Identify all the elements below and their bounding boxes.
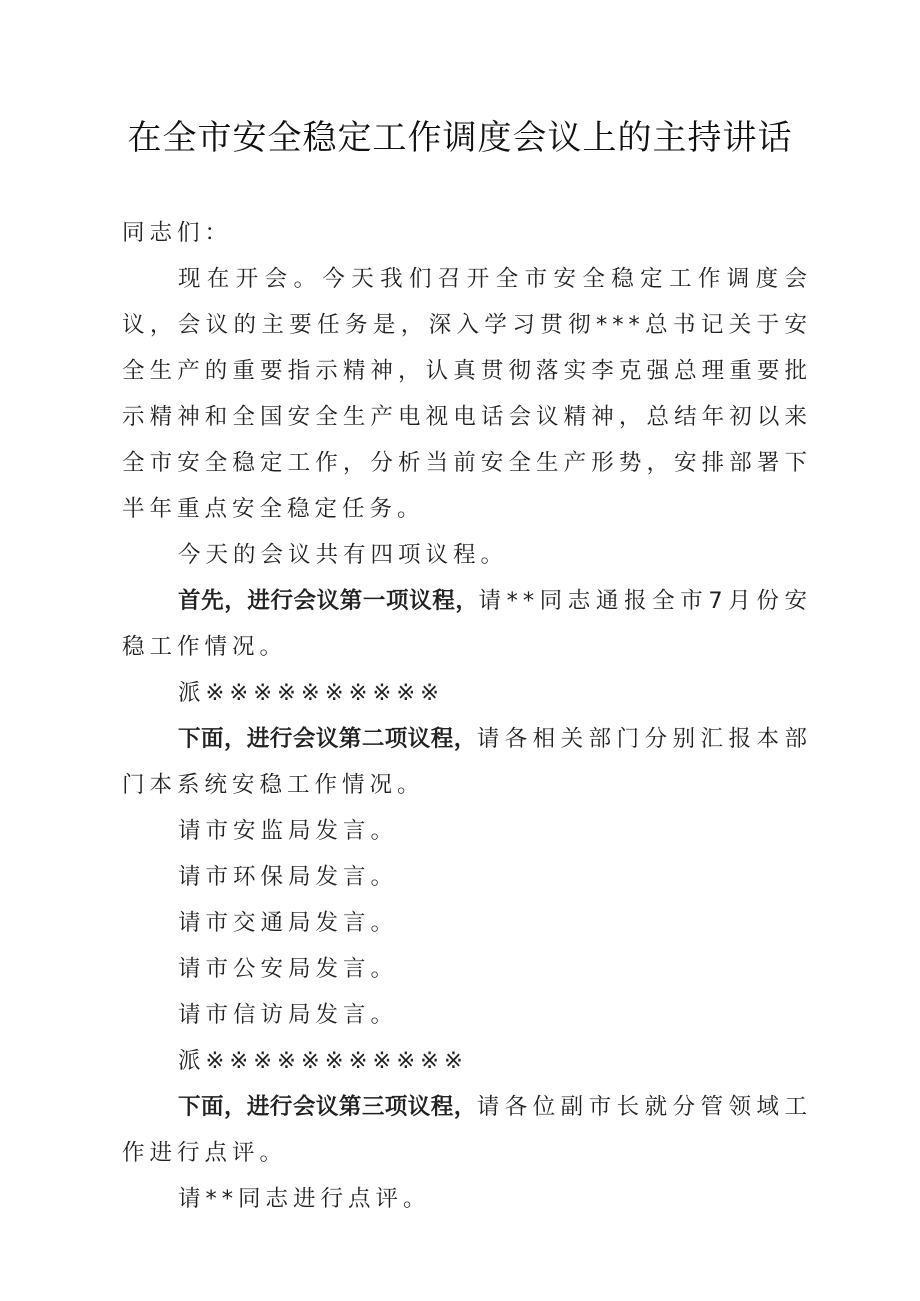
paragraph-speaker-5 <box>122 992 812 1038</box>
paragraph-agenda-count <box>122 532 812 578</box>
paragraph-commentary <box>122 1176 812 1222</box>
paragraph-opening <box>122 256 812 532</box>
paragraph-separator-2 <box>122 1038 812 1084</box>
paragraph-lead: 首先，进行会议第一项议程， <box>178 588 479 614</box>
paragraph-agenda-1 <box>122 578 812 670</box>
paragraph-text: 请市环保局发言。 <box>178 864 399 890</box>
paragraph-text: 请各位副市长就分管领域工作进行点评。 <box>122 1094 812 1166</box>
paragraph-text: 请市交通局发言。 <box>178 910 399 936</box>
paragraph-text: 派※※※※※※※※※※ <box>178 680 445 706</box>
paragraph-agenda-3 <box>122 1084 812 1176</box>
paragraph-text: 请市信访局发言。 <box>178 1002 399 1028</box>
paragraph-text: 现在开会。今天我们召开全市安全稳定工作调度会议，会议的主要任务是，深入学习贯彻***总书记关于安全生产的重要指示精神，认真贯彻落实李克强总理重要批示精神和全国安全生产电视电话会议精神，总结年初以来全市安全稳定工作，分析当前安全生产形势，安排部署下半年重点安全稳定任务。 <box>122 266 812 522</box>
paragraph-agenda-2 <box>122 716 812 808</box>
paragraph-speaker-2 <box>122 854 812 900</box>
paragraph-lead: 下面，进行会议第二项议程， <box>178 726 477 752</box>
document-title: 在全市安全稳定工作调度会议上的主持讲话 <box>127 118 793 158</box>
paragraph-text: 请**同志进行点评。 <box>178 1186 431 1212</box>
paragraph-speaker-1 <box>122 808 812 854</box>
paragraph-text: 派※※※※※※※※※※※ <box>178 1048 468 1074</box>
paragraph-speaker-4 <box>122 946 812 992</box>
paragraph-speaker-3 <box>122 900 812 946</box>
paragraph-text: 请各相关部门分别汇报本部门本系统安稳工作情况。 <box>122 726 812 798</box>
paragraph-text: 今天的会议共有四项议程。 <box>178 542 509 568</box>
paragraph-text: 请市安监局发言。 <box>178 818 399 844</box>
document-body <box>122 210 812 1222</box>
paragraph-lead: 下面，进行会议第三项议程， <box>178 1094 477 1120</box>
paragraph-text: 请**同志通报全市7月份安稳工作情况。 <box>122 588 812 660</box>
paragraph-text: 请市公安局发言。 <box>178 956 399 982</box>
salutation: 同志们： <box>122 220 233 246</box>
paragraph-separator-1 <box>122 670 812 716</box>
